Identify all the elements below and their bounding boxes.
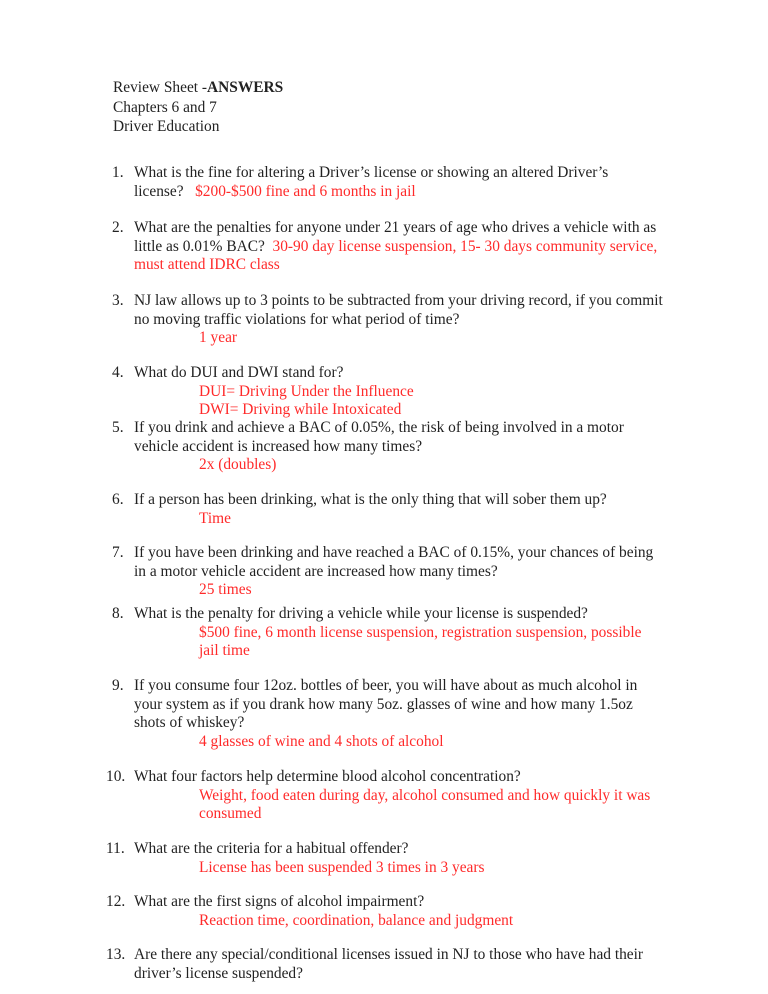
- question-text: What is the penalty for driving a vehicle while your license is suspended?: [134, 605, 588, 622]
- question-item: 2. What are the penalties for anyone under 21 years of age who drives a vehicle with as little as 0.01% BAC? 30-90 day license suspension, 15- 30 days community service, must attend IDRC class: [112, 219, 658, 273]
- question-item: 13. Are there any special/conditional licenses issued in NJ to those who have had their driver’s license suspended?: [134, 946, 664, 983]
- document-chapters: Chapters 6 and 7: [113, 98, 217, 116]
- title-answers: ANSWERS: [207, 79, 284, 96]
- answer-text: DWI= Driving while Intoxicated: [199, 401, 402, 418]
- question-text: What are the penalties for anyone under 21 years of age who drives a vehicle with as little as 0.01% BAC?: [134, 219, 657, 255]
- answer-text: 30-90 day license suspension, 15- 30 days community service, must attend IDRC class: [134, 237, 658, 273]
- answer-text: Reaction time, coordination, balance and judgment: [199, 911, 514, 929]
- question-text: What are the criteria for a habitual offender?: [134, 840, 409, 857]
- question-item: 3. NJ law allows up to 3 points to be subtracted from your driving record, if you commit no moving traffic violations for what period of time? 1 year: [112, 292, 663, 346]
- answer-text: Time: [199, 509, 231, 527]
- question-item: 7. If you have been drinking and have reached a BAC of 0.15%, your chances of being in a motor vehicle accident are increased how many times? 25 times: [134, 544, 664, 600]
- question-text: If you consume four 12oz. bottles of beer, you will have about as much alcohol in your system as if you drank how many 5oz. glasses of wine and how many 1.5oz shots of whiskey?: [134, 677, 638, 731]
- answer-text: 4 glasses of wine and 4 shots of alcohol: [199, 732, 444, 750]
- question-item: 9. If you consume four 12oz. bottles of beer, you will have about as much alcohol in your system as if you drank how many 5oz. glasses of wine and how many 1.5oz shots of whiskey? 4 glasses of wine and 4 shots of alcohol: [134, 677, 664, 751]
- question-item: 12. What are the first signs of alcohol impairment? Reaction time, coordination, balance and judgment: [134, 893, 664, 930]
- answer-text: 25 times: [199, 581, 252, 598]
- question-text: NJ law allows up to 3 points to be subtracted from your driving record, if you commit no moving traffic violations for what period of time?: [134, 292, 663, 328]
- question-text: If you drink and achieve a BAC of 0.05%, the risk of being involved in a motor vehicle accident is increased how many times?: [134, 419, 624, 455]
- answer-text: 1 year: [199, 329, 238, 346]
- document-title: Review Sheet -ANSWERS: [113, 79, 284, 96]
- document-course: Driver Education: [113, 118, 220, 135]
- question-item: 6. If a person has been drinking, what is the only thing that will sober them up? Time: [134, 491, 664, 528]
- answer-text: DUI= Driving Under the Influence: [199, 382, 414, 400]
- question-text: What do DUI and DWI stand for?: [134, 364, 344, 381]
- question-text: Are there any special/conditional licenses issued in NJ to those who have had their driver’s license suspended?: [134, 946, 644, 982]
- document-header: [113, 78, 283, 137]
- question-item: 10. What four factors help determine blood alcohol concentration? Weight, food eaten during day, alcohol consumed and how quickly it was consumed: [134, 768, 664, 824]
- answer-text: $200-$500 fine and 6 months in jail: [195, 182, 416, 200]
- answer-text: License has been suspended 3 times in 3 years: [199, 858, 485, 876]
- answer-text: 2x (doubles): [199, 456, 277, 473]
- question-text: What is the fine for altering a Driver’s license or showing an altered Driver’s license?: [134, 164, 609, 200]
- question-text: If you have been drinking and have reached a BAC of 0.15%, your chances of being in a motor vehicle accident are increased how many times?: [134, 544, 654, 580]
- question-text: If a person has been drinking, what is the only thing that will sober them up?: [134, 491, 607, 508]
- question-text: What four factors help determine blood alcohol concentration?: [134, 768, 521, 785]
- answer-text: $500 fine, 6 month license suspension, registration suspension, possible jail time: [199, 623, 642, 659]
- answer-text: Weight, food eaten during day, alcohol consumed and how quickly it was consumed: [199, 786, 651, 822]
- question-item: 5. If you drink and achieve a BAC of 0.05%, the risk of being involved in a motor vehicle accident is increased how many times? 2x (doubles): [134, 419, 664, 475]
- question-item: 8. What is the penalty for driving a vehicle while your license is suspended? $500 fine, 6 month license suspension, registration suspension, possible jail time: [134, 605, 664, 661]
- question-item: 4. What do DUI and DWI stand for? DUI= Driving Under the Influence DWI= Driving while Intoxicated: [134, 364, 664, 420]
- question-item: 11. What are the criteria for a habitual offender? License has been suspended 3 times in 3 years: [134, 840, 664, 877]
- question-item: 1. What is the fine for altering a Driver’s license or showing an altered Driver’s license? $200-$500 fine and 6 months in jail: [112, 164, 609, 200]
- question-text: What are the first signs of alcohol impairment?: [134, 893, 425, 910]
